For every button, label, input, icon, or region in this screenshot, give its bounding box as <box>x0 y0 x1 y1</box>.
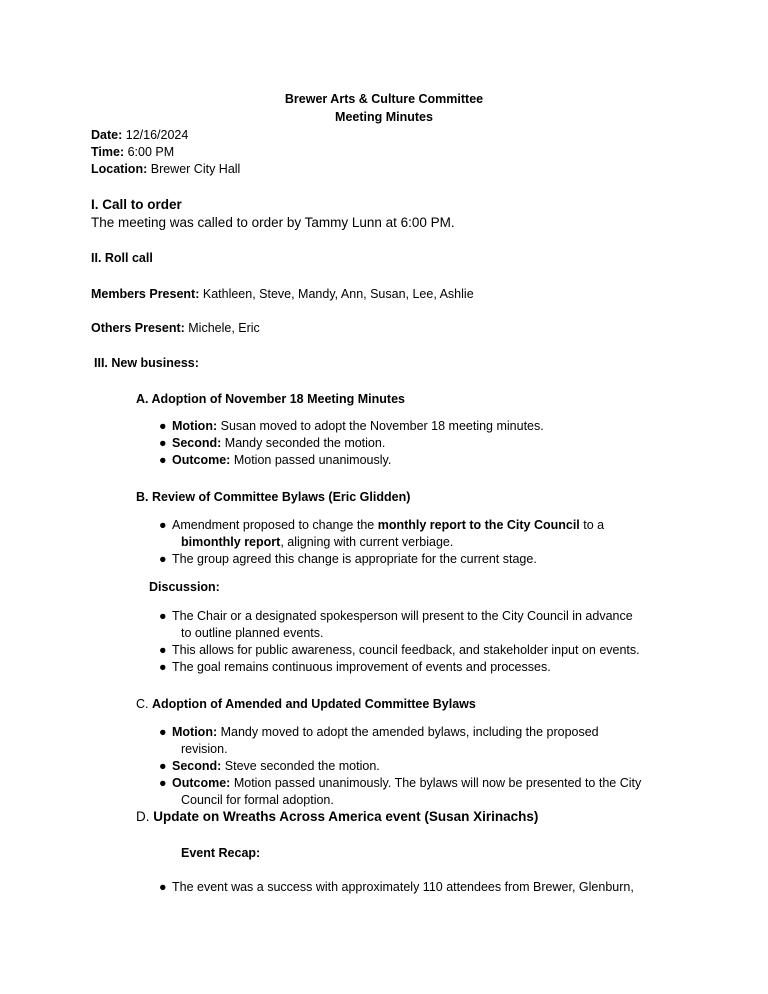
meta-location-label: Location: <box>91 162 148 176</box>
discussion-list <box>159 608 640 676</box>
document-title: Brewer Arts & Culture Committee <box>284 92 484 106</box>
bullet-icon: ● <box>159 419 167 433</box>
list-item <box>159 879 634 896</box>
bullet-icon: ● <box>159 725 167 739</box>
item-d-letter: D. <box>136 809 150 824</box>
others-present <box>91 320 260 337</box>
item-b-list <box>159 517 604 568</box>
bullet-icon: ● <box>159 453 167 467</box>
item-a-heading: A. Adoption of November 18 Meeting Minutes <box>136 392 405 406</box>
members-present-label: Members Present: <box>91 287 200 301</box>
list-item <box>159 418 544 435</box>
second-label: Second: <box>172 759 222 773</box>
bullet-icon: ● <box>159 436 167 450</box>
motion-line-1: Mandy moved to adopt the amended bylaws, including the proposed <box>220 725 599 739</box>
item-c-title: Adoption of Amended and Updated Committee Bylaws <box>151 697 476 711</box>
meta-location-value: Brewer City Hall <box>150 162 241 176</box>
outcome-text: Motion passed unanimously. <box>233 453 392 467</box>
item-d-title: Update on Wreaths Across America event (Susan Xirinachs) <box>153 809 539 824</box>
list-item <box>159 608 640 642</box>
bullet-icon: ● <box>159 776 167 790</box>
amendment-text-post: , aligning with current verbiage. <box>280 535 454 549</box>
bullet-icon: ● <box>159 643 167 657</box>
motion-label: Motion: <box>172 419 218 433</box>
amendment-bold-bimonthly: bimonthly report <box>181 535 281 549</box>
event-recap-item-1: The event was a success with approximately 110 attendees from Brewer, Glenburn, <box>172 880 634 894</box>
agreement-text: The group agreed this change is appropriate for the current stage. <box>172 552 537 566</box>
list-item <box>159 659 640 676</box>
meta-location <box>91 161 240 178</box>
list-item <box>159 724 641 758</box>
bullet-icon: ● <box>159 609 167 623</box>
amendment-bold-monthly: monthly report to the City Council <box>377 518 580 532</box>
discussion-item-1-line-2: to outline planned events. <box>181 626 324 640</box>
amendment-text-pre: Amendment proposed to change the <box>172 518 378 532</box>
second-text: Steve seconded the motion. <box>224 759 380 773</box>
members-present-value: Kathleen, Steve, Mandy, Ann, Susan, Lee, Ashlie <box>202 287 474 301</box>
document-subtitle: Meeting Minutes <box>335 110 433 124</box>
members-present <box>91 286 474 303</box>
item-a-list <box>159 418 544 469</box>
bullet-icon: ● <box>159 518 167 532</box>
section-roll-call-heading: II. Roll call <box>91 251 153 265</box>
second-text: Mandy seconded the motion. <box>224 436 386 450</box>
meta-time <box>91 144 174 161</box>
list-item <box>159 452 544 469</box>
bullet-icon: ● <box>159 880 167 894</box>
event-recap-label: Event Recap: <box>181 846 261 860</box>
discussion-item-2: This allows for public awareness, council feedback, and stakeholder input on events. <box>172 643 640 657</box>
section-call-to-order-text: The meeting was called to order by Tammy Lunn at 6:00 PM. <box>91 215 455 230</box>
meta-time-value: 6:00 PM <box>127 145 175 159</box>
discussion-item-3: The goal remains continuous improvement of events and processes. <box>172 660 551 674</box>
second-label: Second: <box>172 436 222 450</box>
bullet-icon: ● <box>159 552 167 566</box>
bullet-icon: ● <box>159 660 167 674</box>
item-c-list <box>159 724 641 809</box>
list-item <box>159 435 544 452</box>
event-recap-list <box>159 879 634 896</box>
meta-date-label: Date: <box>91 128 123 142</box>
motion-label: Motion: <box>172 725 218 739</box>
meta-date <box>91 127 188 144</box>
amendment-continuation <box>172 534 604 551</box>
meta-time-label: Time: <box>91 145 125 159</box>
list-item <box>159 775 641 809</box>
list-item <box>159 517 604 551</box>
item-c-letter: C. <box>136 697 149 711</box>
motion-text: Susan moved to adopt the November 18 meeting minutes. <box>220 419 544 433</box>
outcome-line-1: Motion passed unanimously. The bylaws will now be presented to the City <box>233 776 642 790</box>
item-c-heading <box>136 696 476 713</box>
amendment-text-mid: to a <box>579 518 605 532</box>
meta-date-value: 12/16/2024 <box>125 128 189 142</box>
list-item <box>159 758 641 775</box>
others-present-value: Michele, Eric <box>188 321 260 335</box>
list-item <box>159 642 640 659</box>
item-b-heading: B. Review of Committee Bylaws (Eric Glidden) <box>136 490 411 504</box>
item-d-heading <box>136 808 538 825</box>
bullet-icon: ● <box>159 759 167 773</box>
section-call-to-order-heading: I. Call to order <box>91 197 182 212</box>
motion-line-2: revision. <box>181 742 228 756</box>
outcome-line-2: Council for formal adoption. <box>181 793 334 807</box>
list-item <box>159 551 604 568</box>
discussion-label: Discussion: <box>149 580 220 594</box>
others-present-label: Others Present: <box>91 321 185 335</box>
discussion-item-1-line-1: The Chair or a designated spokesperson will present to the City Council in advance <box>172 609 633 623</box>
outcome-label: Outcome: <box>172 453 231 467</box>
section-new-business-heading: III. New business: <box>94 356 199 370</box>
outcome-label: Outcome: <box>172 776 231 790</box>
